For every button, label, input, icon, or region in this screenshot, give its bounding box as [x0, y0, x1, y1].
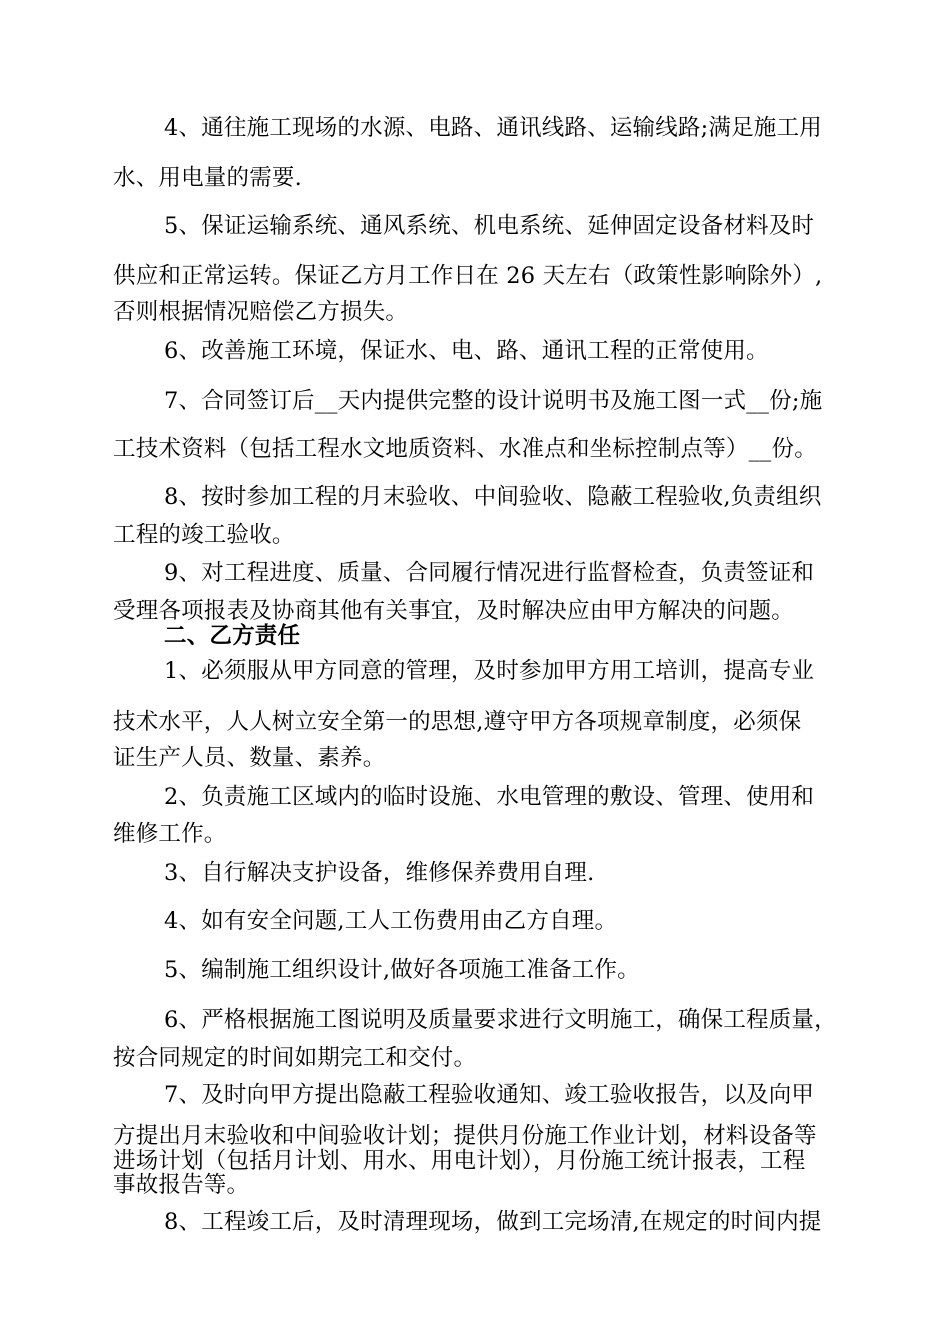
paragraph-line: 1、必须服从甲方同意的管理，及时参加甲方用工培训，提高专业	[164, 658, 815, 684]
paragraph-line: 5、编制施工组织设计,做好各项施工准备工作。	[164, 957, 640, 983]
paragraph-line: 4、如有安全问题,工人工伤费用由乙方自理。	[164, 908, 618, 934]
paragraph-line: 7、及时向甲方提出隐蔽工程验收通知、竣工验收报告，以及向甲	[164, 1082, 815, 1108]
paragraph-line: 工程的竣工验收。	[113, 522, 295, 548]
paragraph-line: 维修工作。	[113, 821, 227, 847]
paragraph-line: 证生产人员、数量、素养。	[113, 745, 386, 771]
paragraph-line: 9、对工程进度、质量、合同履行情况进行监督检查，负责签证和	[164, 560, 815, 586]
paragraph-line: 方提出月末验收和中间验收计划；提供月份施工作业计划，材料设备等	[113, 1123, 817, 1149]
paragraph-line: 供应和正常运转。保证乙方月工作日在 26 天左右（政策性影响除外）,	[113, 263, 823, 289]
paragraph-line: 8、工程竣工后，及时清理现场，做到工完场清,在规定的时间内提	[164, 1209, 822, 1235]
paragraph-line: 3、自行解决支护设备，维修保养费用自理.	[164, 860, 595, 886]
paragraph-line: 进场计划（包括月计划、用水、用电计划），月份施工统计报表，工程	[113, 1148, 806, 1174]
paragraph-line: 水、用电量的需要.	[113, 165, 302, 191]
paragraph-line: 5、保证运输系统、通风系统、机电系统、延伸固定设备材料及时	[164, 213, 815, 239]
paragraph-line: 否则根据情况赔偿乙方损失。	[113, 299, 409, 325]
paragraph-line: 工技术资料（包括工程水文地质资料、水准点和坐标控制点等）__份。	[113, 436, 817, 462]
paragraph-line: 7、合同签订后__天内提供完整的设计说明书及施工图一式__份;施	[164, 388, 823, 414]
section-heading: 二、乙方责任	[164, 623, 301, 649]
paragraph-line: 事故报告等。	[113, 1172, 250, 1198]
paragraph-line: 受理各项报表及协商其他有关事宜，及时解决应由甲方解决的问题。	[113, 598, 795, 624]
paragraph-line: 技术水平，人人树立安全第一的思想,遵守甲方各项规章制度，必须保	[113, 709, 802, 735]
paragraph-line: 6、改善施工环境，保证水、电、路、通讯工程的正常使用。	[164, 338, 769, 364]
paragraph-line: 6、严格根据施工图说明及质量要求进行文明施工，确保工程质量，	[164, 1007, 837, 1033]
paragraph-line: 2、负责施工区域内的临时设施、水电管理的敷设、管理、使用和	[164, 784, 815, 810]
paragraph-line: 按合同规定的时间如期完工和交付。	[113, 1045, 477, 1071]
paragraph-line: 8、按时参加工程的月末验收、中间验收、隐蔽工程验收,负责组织	[164, 484, 822, 510]
paragraph-line: 4、通往施工现场的水源、电路、通讯线路、运输线路;满足施工用	[164, 115, 822, 141]
